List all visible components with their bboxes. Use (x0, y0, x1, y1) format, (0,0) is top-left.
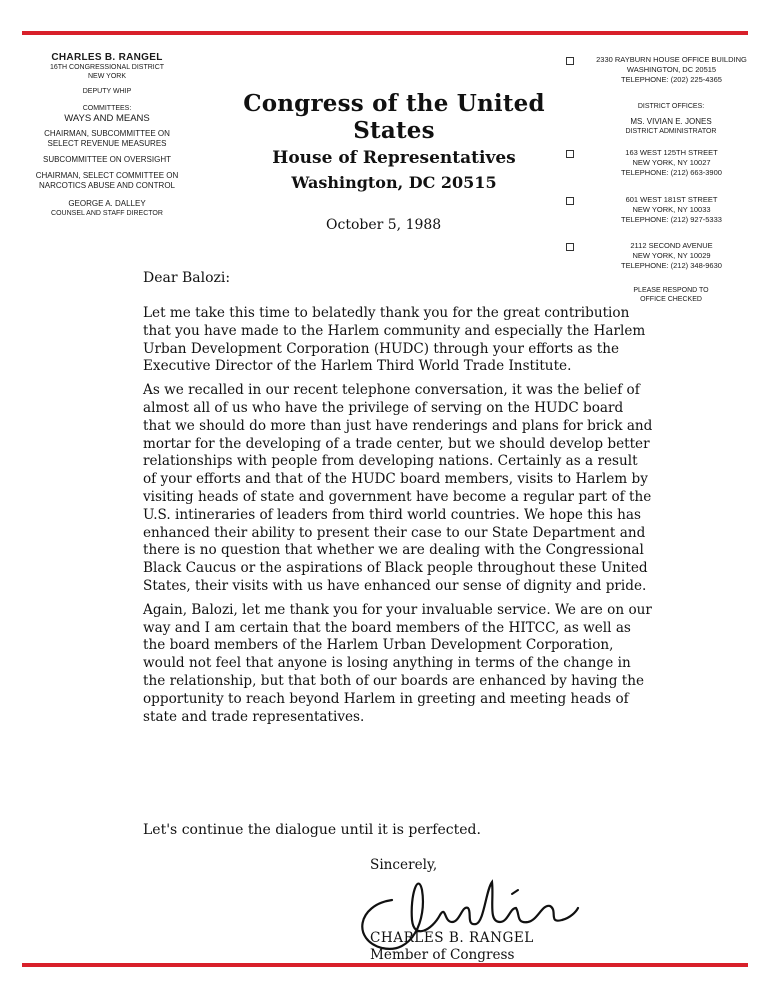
office-checkbox (566, 243, 574, 251)
heading-house: House of Representatives (272, 148, 516, 168)
office-181st-block (566, 195, 752, 225)
top-red-rule (22, 31, 748, 35)
sign-off: Sincerely, (370, 857, 438, 873)
dc-office-line1: 2330 RAYBURN HOUSE OFFICE BUILDING (596, 55, 747, 64)
office-181st-line2: NEW YORK, NY 10033 (632, 205, 711, 214)
office-125th-block (566, 148, 752, 178)
heading-address: Washington, DC 20515 (291, 173, 497, 192)
counsel-name: GEORGE A. DALLEY (68, 199, 146, 208)
dc-office-line3: TELEPHONE: (202) 225-4365 (621, 75, 722, 84)
office-181st-line3: TELEPHONE: (212) 927-5333 (621, 215, 722, 224)
office-second-ave-line2: NEW YORK, NY 10029 (632, 251, 711, 260)
office-checkbox (566, 197, 574, 205)
ways-and-means-label: WAYS AND MEANS (64, 113, 150, 124)
administrator-name: MS. VIVIAN E. JONES (630, 117, 712, 126)
letter-body (143, 305, 655, 732)
salutation: Dear Balozi: (143, 270, 231, 286)
letterhead-heading (200, 90, 588, 192)
heading-congress: Congress of the United States (243, 90, 545, 144)
bottom-red-rule (22, 963, 748, 967)
office-125th-line2: NEW YORK, NY 10027 (632, 158, 711, 167)
district-offices-label: DISTRICT OFFICES: (637, 103, 705, 110)
letter-date: October 5, 1988 (326, 217, 442, 233)
deputy-whip-label: DEPUTY WHIP (82, 88, 132, 95)
state-label: NEW YORK (88, 73, 126, 80)
respond-note-line1: PLEASE RESPOND TO (633, 287, 709, 294)
dc-office-block (566, 55, 752, 85)
administrator-title: DISTRICT ADMINISTRATOR (625, 128, 717, 135)
signer-name: CHARLES B. RANGEL (370, 930, 534, 946)
body-paragraph: Again, Balozi, let me thank you for your invaluable service. We are on our way and I am certain that the board members of the HITCC, as well as the board members of the Harlem Urban Development Corporation, would not feel that anyone is losing anything in terms of the change in the relationship, but that both of our boards are enhanced by having the opportunity to reach beyond Harlem in greeting and meeting heads of state and trade representatives. (143, 601, 652, 725)
district-label: 16TH CONGRESSIONAL DISTRICT (49, 64, 165, 71)
chairman-select-line2: NARCOTICS ABUSE AND CONTROL (38, 181, 176, 190)
closing-line: Let's continue the dialogue until it is perfected. (143, 822, 481, 838)
chairman-select-line1: CHAIRMAN, SELECT COMMITTEE ON (35, 171, 179, 180)
office-checkbox (566, 57, 574, 65)
counsel-title: COUNSEL AND STAFF DIRECTOR (51, 210, 163, 217)
letterhead-left-column (18, 52, 196, 218)
chairman-subcommittee-line1: CHAIRMAN, SUBCOMMITTEE ON (44, 129, 170, 138)
respond-note-line2: OFFICE CHECKED (640, 296, 702, 303)
chairman-subcommittee-line2: SELECT REVENUE MEASURES (47, 139, 167, 148)
office-125th-line1: 163 WEST 125TH STREET (625, 148, 718, 157)
body-paragraph: As we recalled in our recent telephone conversation, it was the belief of almost all of us who have the privilege of serving on the HUDC board that we should do more than just have renderings and plans for brick and mortar for the developing of a trade center, but we should develop better relationships with people from developing nations. Certainly as a result of your efforts and that of the HUDC board members, visits to Harlem by visiting heads of state and government have become a regular part of the U.S. intineraries of leaders from third world countries. We hope this has enhanced their ability to present their case to our State Department and there is no question that whether we are dealing with the Congressional Black Caucus or the aspirations of Black people throughout these United States, their visits with us have enhanced our sense of dignity and pride. (143, 382, 653, 594)
office-second-ave-line1: 2112 SECOND AVENUE (630, 241, 713, 250)
office-125th-line3: TELEPHONE: (212) 663-3900 (621, 168, 722, 177)
office-second-ave-line3: TELEPHONE: (212) 348-9630 (621, 261, 722, 270)
office-181st-line1: 601 WEST 181ST STREET (625, 195, 718, 204)
signer-title: Member of Congress (370, 947, 515, 963)
body-paragraph: Let me take this time to belatedly thank you for the great contribution that you have made to the Harlem community and especially the Harlem Urban Development Corporation (HUDC) through your efforts as the Executive Director of the Harlem Third World Trade Institute. (143, 305, 646, 375)
member-name: CHARLES B. RANGEL (51, 52, 163, 63)
oversight-label: SUBCOMMITTEE ON OVERSIGHT (42, 155, 171, 164)
committees-label: COMMITTEES: (82, 105, 132, 112)
dc-office-line2: WASHINGTON, DC 20515 (626, 65, 717, 74)
office-checkbox (566, 150, 574, 158)
office-second-ave-block (566, 241, 752, 271)
